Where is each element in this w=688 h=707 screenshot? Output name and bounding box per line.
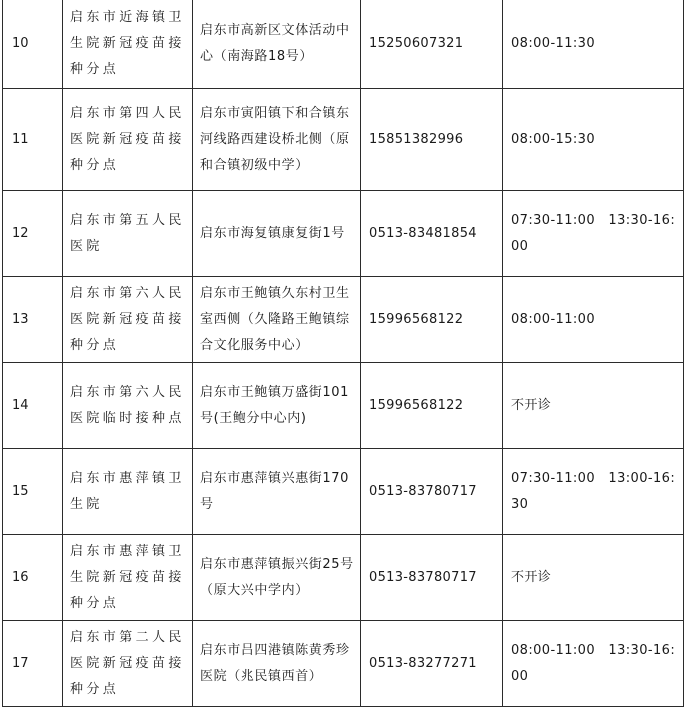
site-name: 启东市第四人民医院新冠疫苗接种分点 (63, 89, 193, 191)
site-name: 启东市第二人民医院新冠疫苗接种分点 (63, 621, 193, 707)
site-phone: 15996568122 (361, 277, 503, 363)
site-hours: 08:00-11:30 (503, 0, 684, 89)
site-phone: 15851382996 (361, 89, 503, 191)
site-address: 启东市惠萍镇振兴街25号（原大兴中学内） (193, 535, 361, 621)
site-hours: 07:30-11:00 13:30-16:00 (503, 191, 684, 277)
site-name: 启东市第六人民医院临时接种点 (63, 363, 193, 449)
table-row (3, 535, 684, 621)
row-number: 15 (3, 449, 63, 535)
table-row (3, 449, 684, 535)
table-row (3, 191, 684, 277)
site-hours: 07:30-11:00 13:00-16:30 (503, 449, 684, 535)
site-hours: 08:00-11:00 (503, 277, 684, 363)
site-phone: 15996568122 (361, 363, 503, 449)
row-number: 16 (3, 535, 63, 621)
site-address: 启东市王鲍镇久东村卫生室西侧（久隆路王鲍镇综合文化服务中心） (193, 277, 361, 363)
site-name: 启东市惠萍镇卫生院新冠疫苗接种分点 (63, 535, 193, 621)
site-name: 启东市惠萍镇卫生院 (63, 449, 193, 535)
site-address: 启东市海复镇康复街1号 (193, 191, 361, 277)
site-hours: 不开诊 (503, 535, 684, 621)
site-hours: 08:00-15:30 (503, 89, 684, 191)
site-hours: 08:00-11:00 13:30-16:00 (503, 621, 684, 707)
site-name: 启东市近海镇卫生院新冠疫苗接种分点 (63, 0, 193, 89)
vaccination-sites-table (2, 0, 684, 707)
table-row (3, 277, 684, 363)
site-address: 启东市寅阳镇下和合镇东河线路西建设桥北侧（原和合镇初级中学） (193, 89, 361, 191)
table-row (3, 0, 684, 89)
site-name: 启东市第六人民医院新冠疫苗接种分点 (63, 277, 193, 363)
row-number: 11 (3, 89, 63, 191)
site-phone: 0513-83780717 (361, 535, 503, 621)
table-row (3, 621, 684, 707)
site-name: 启东市第五人民医院 (63, 191, 193, 277)
row-number: 12 (3, 191, 63, 277)
table-row (3, 363, 684, 449)
site-address: 启东市吕四港镇陈黄秀珍医院（兆民镇西首） (193, 621, 361, 707)
site-phone: 0513-83780717 (361, 449, 503, 535)
site-address: 启东市惠萍镇兴惠街170号 (193, 449, 361, 535)
row-number: 10 (3, 0, 63, 89)
table-row (3, 89, 684, 191)
row-number: 13 (3, 277, 63, 363)
site-address: 启东市王鲍镇万盛街101号(王鲍分中心内) (193, 363, 361, 449)
site-hours: 不开诊 (503, 363, 684, 449)
site-address: 启东市高新区文体活动中心（南海路18号） (193, 0, 361, 89)
site-phone: 15250607321 (361, 0, 503, 89)
row-number: 17 (3, 621, 63, 707)
site-phone: 0513-83277271 (361, 621, 503, 707)
site-phone: 0513-83481854 (361, 191, 503, 277)
row-number: 14 (3, 363, 63, 449)
